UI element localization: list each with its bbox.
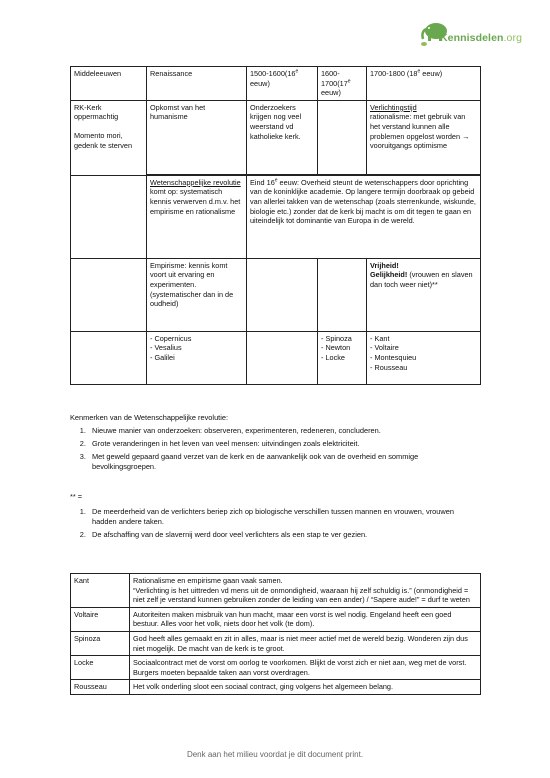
cell-empty <box>71 258 147 331</box>
list-item: 2. Grote veranderingen in het leven van veel mensen: uitvindingen zoals elektriciteit. <box>88 439 480 449</box>
cell-wetenschappelijke-revolutie: Wetenschappelijke revolutie komt op: systematisch kennis verwerven d.m.v. het empirisme en rationalisme <box>147 175 247 258</box>
table-row <box>71 331 481 384</box>
kenmerken-heading: Kenmerken van de Wetenschappelijke revolutie: <box>70 413 229 422</box>
cell-humanisme: Opkomst van het humanisme <box>147 100 247 174</box>
table-row <box>71 258 481 331</box>
cell-name: Voltaire <box>71 607 130 631</box>
table-header-row <box>71 67 481 101</box>
list-item: 1. Nieuwe manier van onderzoeken: observeren, experimenteren, redeneren, concluderen. <box>88 426 480 436</box>
cell-empty <box>247 258 318 331</box>
cell-koninklijke-academie: Eind 16e eeuw: Overheid steunt de wetenschappers door oprichting van de koninklijke academie. Op langere termijn doorbraak op gebeid van allerlei takken van de wetenschap (zoals sterrenkunde, wiskunde, biologie etc.) zonder dat de kerk bij macht is om dit tegen te gaan en uiteindelijk tot dominantie van Europa in de wereld. <box>247 175 481 258</box>
cell-empty <box>318 258 367 331</box>
list-item: 3. Met geweld gepaard gaand verzet van de kerk en de aanvankelijk ook van de overheid en sommige bevolkingsgroepen. <box>88 452 480 472</box>
header-middeleeuwen: Middeleeuwen <box>71 67 147 101</box>
cell-description: Autoriteiten maken misbruik van hun macht, maar een vorst is wel nodig. Engeland heeft een goed bestuur. Alles voor het volk, niets door het volk (te dom). <box>130 607 481 631</box>
header-renaissance: Renaissance <box>147 67 247 101</box>
cell-empty <box>247 331 318 384</box>
table-row <box>71 607 481 631</box>
table-row <box>71 631 481 655</box>
footer-note: Denk aan het milieu voordat je dit document print. <box>186 750 364 759</box>
table-row <box>71 574 481 608</box>
cell-empty <box>71 175 147 258</box>
cell-empty <box>318 100 367 174</box>
cell-empty <box>71 331 147 384</box>
cell-wetenschappers-list: - Copernicus - Vesalius - Galilei <box>147 331 247 384</box>
table-row <box>71 175 481 258</box>
table-row <box>71 100 481 174</box>
table-row <box>71 680 481 695</box>
kennisdelen-logo[interactable] <box>420 20 532 52</box>
header-1700-1800: 1700-1800 (18e eeuw) <box>367 67 481 101</box>
cell-filosofen-17e-list: - Spinoza - Newton - Locke <box>318 331 367 384</box>
cell-description: Rationalisme en empirisme gaan vaak samen. “Verlichting is het uittreden vd mens uit de onmondigheid, waaraan hij zelf schuldig is.” (onmondigheid = niet zelf je verstand kunnen gebruiken zonder de leiding van een ander) / “Sapere aude!” = durf te weten <box>130 574 481 608</box>
cell-verlichtingstijd: Verlichtingstijd rationalisme: met gebruik van het verstand kunnen alle problemen opgelost worden → vooruitgangs optimisme <box>367 100 481 174</box>
table-row <box>71 656 481 680</box>
cell-name: Rousseau <box>71 680 130 695</box>
verlichters-table <box>70 573 481 695</box>
logo-text: Kennisdelen.org <box>440 32 523 44</box>
cell-empirisme: Empirisme: kennis komt voort uit ervaring en experimenten. (systematischer dan in de oudheid) <box>147 258 247 331</box>
cell-name: Locke <box>71 656 130 680</box>
cell-description: Het volk onderling sloot een sociaal contract, ging volgens het algemeen belang. <box>130 680 481 695</box>
cell-middeleeuwen: RK-Kerk oppermachtig Momento mori, gedenk te sterven <box>71 100 147 175</box>
cell-description: Sociaalcontract met de vorst om oorlog te voorkomen. Blijkt de vorst zich er niet aan, weg met de vorst. Burgers moeten bepaalde taken aan vorst overdragen. <box>130 656 481 680</box>
cell-description: God heeft alles gemaakt en zit in alles, maar is niet meer actief met de wereld bezig. Wonderen zijn dus niet mogelijk. De macht van de kerk is te groot. <box>130 631 481 655</box>
header-1500-1600: 1500-1600(16e eeuw) <box>247 67 318 101</box>
header-1600-1700: 1600-1700(17e eeuw) <box>318 67 367 101</box>
note-marker: ** = <box>70 492 83 501</box>
note-section <box>70 492 480 543</box>
timeline-table <box>70 66 481 385</box>
list-item: 1. De meerderheid van de verlichters beriep zich op biologische verschillen tussen mannen en vrouwen, vrouwen hadden andere taken. <box>88 507 480 527</box>
cell-name: Spinoza <box>71 631 130 655</box>
cell-verlichters-list: - Kant - Voltaire - Montesquieu - Rousseau <box>367 331 481 384</box>
list-item: 2. De afschaffing van de slavernij werd door veel verlichters als een stap te ver gezien. <box>88 530 480 540</box>
cell-name: Kant <box>71 574 130 608</box>
cell-onderzoekers: Onderzoekers krijgen nog veel weerstand vd katholieke kerk. <box>247 100 318 174</box>
cell-vrijheid: Vrijheid! Gelijkheid! (vrouwen en slaven dan toch weer niet)** <box>367 258 481 331</box>
kenmerken-section <box>70 413 480 475</box>
